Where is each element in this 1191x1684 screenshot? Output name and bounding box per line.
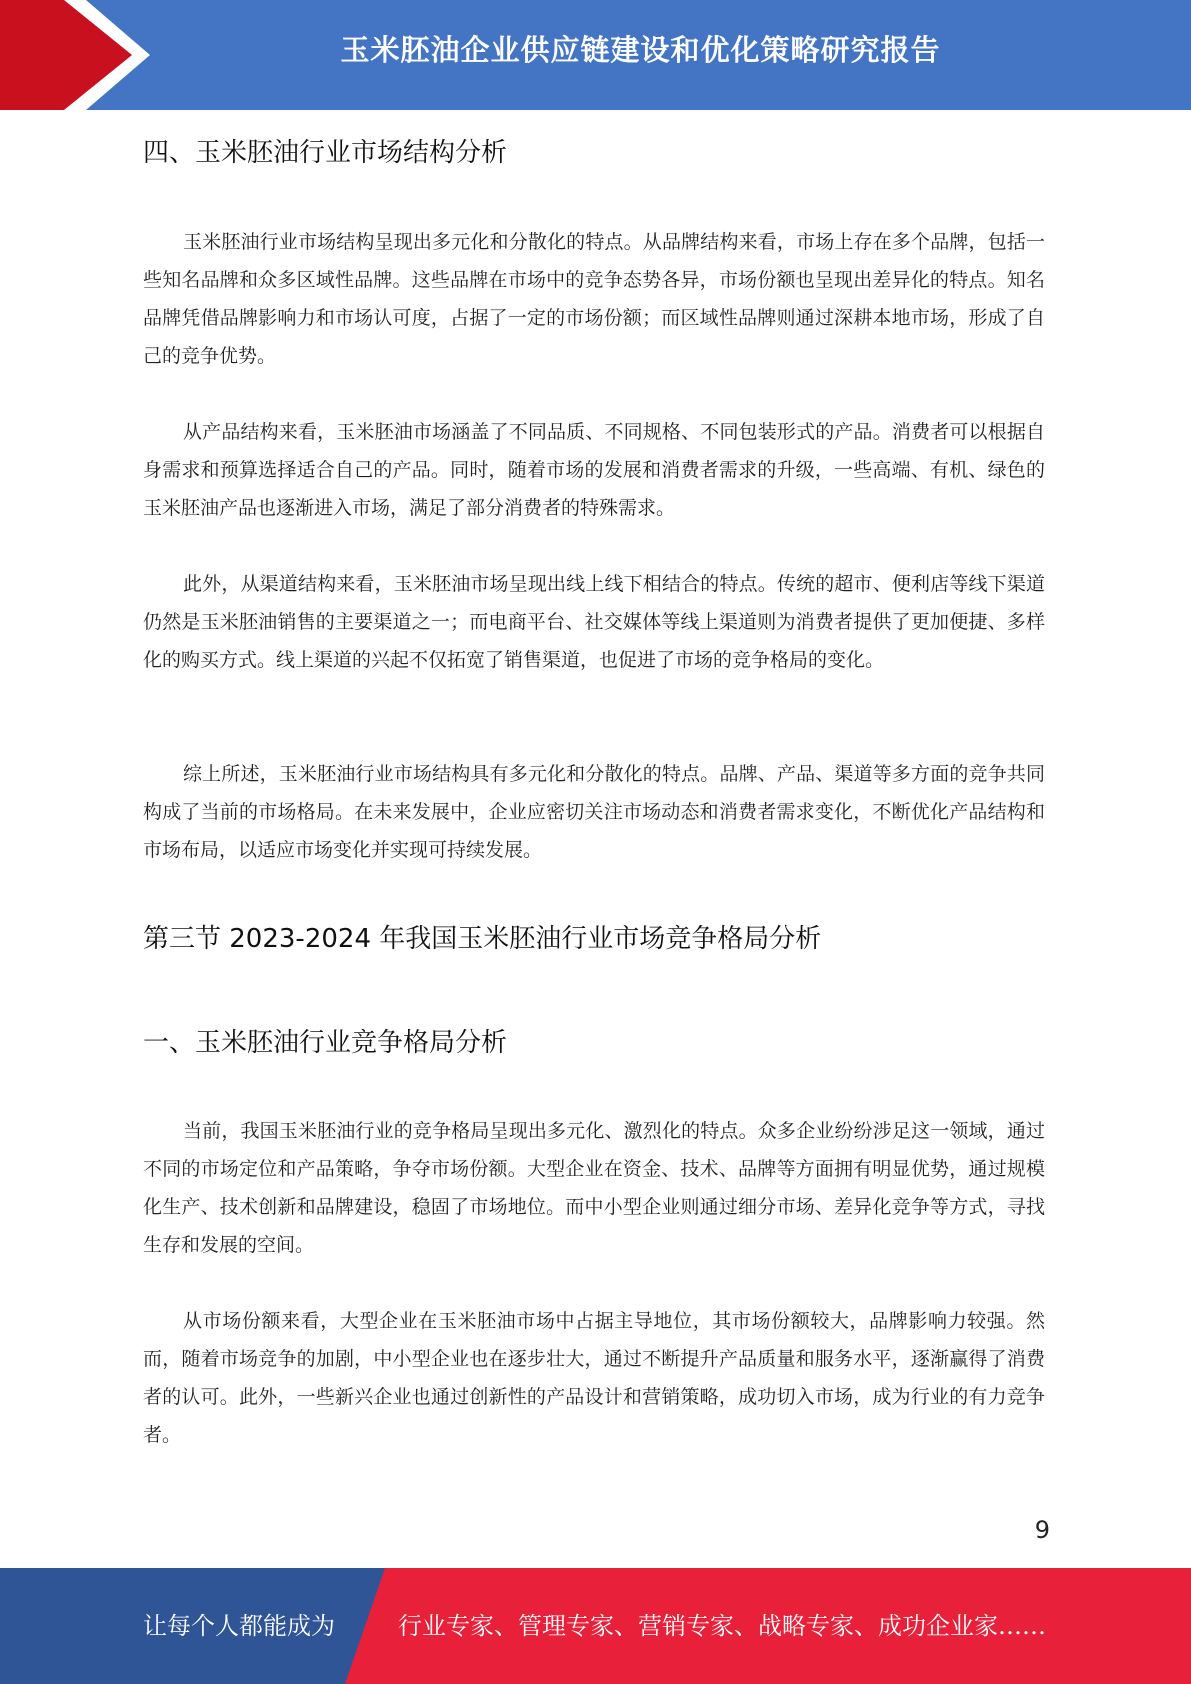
paragraph: 从产品结构来看，玉米胚油市场涵盖了不同品质、不同规格、不同包装形式的产品。消费者可以根据自身需求和预算选择适合自己的产品。同时，随着市场的发展和消费者需求的升级，一些高端、有机、绿色的玉米胚油产品也逐渐进入市场，满足了部分消费者的特殊需求。 bbox=[143, 421, 1045, 519]
section-heading-competition: 一、玉米胚油行业竞争格局分析 bbox=[143, 1028, 508, 1058]
paragraph: 此外，从渠道结构来看，玉米胚油市场呈现出线上线下相结合的特点。传统的超市、便利店等线下渠道仍然是玉米胚油销售的主要渠道之一；而电商平台、社交媒体等线上渠道则为消费者提供了更加便捷、多样化的购买方式。线上渠道的兴起不仅拓宽了销售渠道，也促进了市场的竞争格局的变化。 bbox=[143, 573, 1045, 671]
page-number: 9 bbox=[1034, 1516, 1050, 1544]
paragraph: 从市场份额来看，大型企业在玉米胚油市场中占据主导地位，其市场份额较大，品牌影响力较强。然而，随着市场竞争的加剧，中小型企业也在逐步壮大，通过不断提升产品质量和服务水平，逐渐赢得了消费者的认可。此外，一些新兴企业也通过创新性的产品设计和营销策略，成功切入市场，成为行业的有力竞争者。 bbox=[143, 1310, 1045, 1446]
report-title: 玉米胚油企业供应链建设和优化策略研究报告 bbox=[340, 33, 941, 67]
footer-slogan-right: 行业专家、管理专家、营销专家、战略专家、成功企业家…… bbox=[398, 1612, 1046, 1640]
section-heading-market-structure: 四、玉米胚油行业市场结构分析 bbox=[143, 138, 508, 168]
chapter-heading: 第三节 2023-2024 年我国玉米胚油行业市场竞争格局分析 bbox=[143, 924, 822, 954]
red-arrow-icon bbox=[0, 0, 160, 110]
footer-banner bbox=[0, 1568, 1191, 1684]
paragraph: 玉米胚油行业市场结构呈现出多元化和分散化的特点。从品牌结构来看，市场上存在多个品牌，包括一些知名品牌和众多区域性品牌。这些品牌在市场中的竞争态势各异，市场份额也呈现出差异化的特点。知名品牌凭借品牌影响力和市场认可度，占据了一定的市场份额；而区域性品牌则通过深耕本地市场，形成了自己的竞争优势。 bbox=[143, 231, 1045, 367]
paragraph: 综上所述，玉米胚油行业市场结构具有多元化和分散化的特点。品牌、产品、渠道等多方面的竞争共同构成了当前的市场格局。在未来发展中，企业应密切关注市场动态和消费者需求变化，不断优化产品结构和市场布局，以适应市场变化并实现可持续发展。 bbox=[143, 763, 1045, 861]
footer-slogan-left: 让每个人都能成为 bbox=[143, 1612, 335, 1640]
paragraph: 当前，我国玉米胚油行业的竞争格局呈现出多元化、激烈化的特点。众多企业纷纷涉足这一领域，通过不同的市场定位和产品策略，争夺市场份额。大型企业在资金、技术、品牌等方面拥有明显优势，通过规模化生产、技术创新和品牌建设，稳固了市场地位。而中小型企业则通过细分市场、差异化竞争等方式，寻找生存和发展的空间。 bbox=[143, 1120, 1045, 1256]
header-banner bbox=[0, 0, 1191, 110]
